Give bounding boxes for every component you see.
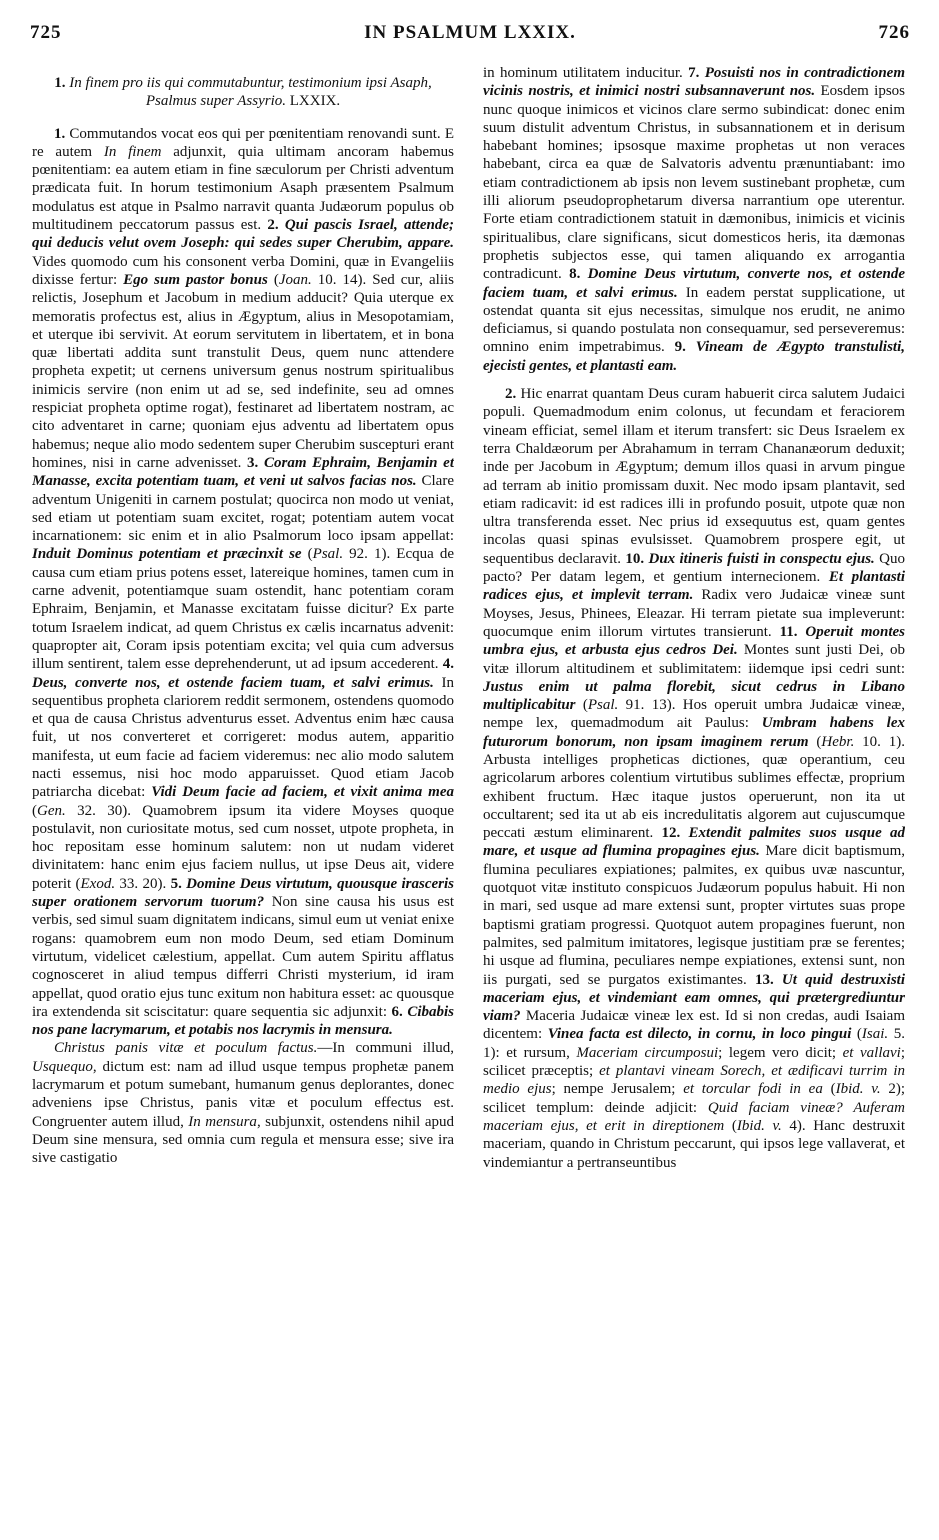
body-text: In eadem perstat supplicatione, ut ostendat quanta sit ejus necessitas, simulque nos erudit, ne animo deficiamus, si quando postulata non consequamur, sed perseveremus: omnino enim impetrabimus. <box>483 284 905 356</box>
body-text: ( <box>32 802 37 819</box>
verse-number: 8. <box>569 266 581 283</box>
verse-number: 7. <box>688 65 700 81</box>
body-text: Vides quomodo cum his consonent verba Domini, quæ in Evangeliis dixisse fertur: <box>32 253 454 288</box>
scripture-quote: Vineam de Ægypto transtulisti, ejecisti gentes, et plantasti eam. <box>483 339 905 374</box>
body-text: ( <box>822 1081 836 1098</box>
body-text: In sequentibus propheta clariorem reddit sermonem, ostendens quomodo et qua de causa Christus adventurus esset. Adventus enim hæc causa fuit, ut nos converteret et corrigeret: modus autem, apparitio manifesta, ut eum facie ad faciem videremus: nec alio modo salutem nacti essemus, nisi hoc modo apparuisset. Quod etiam Jacob patriarcha dicebat: <box>32 674 454 801</box>
body-text: 92. 1). Ecqua de causa cum etiam prius potens esset, latereique homines, tamen cum in carne advenit, potentiamque suam ostendit, hanc potentiam coram Ephraim, Benjamin, et Manasse excitatam fuisse dicitur? Ex parte totum Israelem indicat, ad quem Christus ex cælis incarnatus advenit: quapropter ait, Coram ipsis potentiam excita; vel quia cum adversus illum sentirent, talem esse deprehenderunt, ut ad ipsum accederent. <box>32 546 454 673</box>
body-text: 91. 13). Hos operuit umbra Judaicæ vineæ, nempe lex, quemadmodum ait Paulus: <box>483 697 905 732</box>
body-text: ; legem vero dicit; <box>718 1044 843 1061</box>
page-header <box>30 22 910 52</box>
body-text: ( <box>724 1117 737 1134</box>
italic-text: Joan. <box>278 271 312 288</box>
scripture-quote: Operuit montes umbra ejus, et arbusta ejus cedros Dei. <box>483 623 905 659</box>
body-text: —In communi illud, <box>317 1040 454 1057</box>
scripture-quote: Dux itineris fuisti in conspectu ejus. <box>644 550 875 567</box>
verse-number: 6. <box>391 1003 403 1020</box>
body-text: adjunxit, quia ultimam ancoram habemus pœnitentiam: ea autem etiam in fine sæculorum per Christi adventum prædicata fuit. In horum testimonium Asaph præsentem Psalmum modulatus est atque in Psalmo narravit quanta Judæorum populus ob multitudinem peccatorum passus est. <box>32 143 454 234</box>
page-number-left: 725 <box>30 22 62 43</box>
scripture-quote: Cibabis nos pane lacrymarum, et potabis nos lacrymis in mensura. <box>32 1003 454 1039</box>
body-text: Montes sunt justi Dei, ob vitæ illorum altitudinem et sublimitatem: iidemque ipsi cedri sunt: <box>483 642 905 677</box>
italic-text: Psal. <box>587 697 619 714</box>
body-text: Quo pacto? Per datam legem, et gentium internecionem. <box>483 550 905 586</box>
scripture-quote: Domine Deus virtutum, converte nos, et ostende faciem tuam, et salvi erimus. <box>483 266 905 301</box>
verse-number: 13. <box>754 971 774 988</box>
body-text: in hominum utilitatem inducitur. <box>483 65 689 81</box>
right-column <box>483 64 905 1534</box>
page-number-right: 726 <box>878 22 910 43</box>
scripture-quote: Umbram habens lex futurorum bonorum, non ipsam imaginem rerum <box>483 715 905 750</box>
italic-text: Exod. <box>80 875 116 892</box>
verse-number: 10. <box>625 550 645 567</box>
scripture-quote: Qui pascis Israel, attende; qui deducis velut ovem Joseph: qui sedes super Cherubim, appare. <box>32 217 454 252</box>
italic-text: Maceriam circumposui <box>576 1044 719 1061</box>
body-text: , subjunxit, ostendens nihil apud Deum sine mensura, sed omnia cum regula et mensura esse; sive ira sive castigatio <box>32 1113 454 1167</box>
italic-text: et vallavi <box>842 1044 901 1061</box>
italic-text: Ibid. v. <box>835 1081 881 1098</box>
body-text: 32. 30). Quamobrem ipsum ita videre Moyses quoque postulavit, non curiositate motus, sed cum nosset, utpote propheta, in hoc repositam esse hominum salutem: non ut nudam videret divinitatem: hanc enim ejus faciem nullus, ut ipse Deus ait, videre poterit ( <box>32 802 454 892</box>
psalm-title-number: 1. <box>54 75 66 91</box>
body-text: Eosdem ipsos nunc quoque inimicos et vicinos clare sermo subindicat: donec enim suum distulit adventum Christus, in subsannationem et in derisum habebant homines; ipsosque maxime prophetas ut non veraces habebant, circa ea quæ de Salvatoris adventu prænuntiabant: imo etiam contradictionem ab ipsis non levem sustinebant prophetæ, cum illi aliorum pseudoprophetarum diversa narrantium ope uterentur. Forte etiam contradictionem statuit in dæmonibus, inimicis et vicinis spiritualibus, clare significans, sicut domesticos heris, ita dæmonas prophetis subjectos esse, qui tamen aliquando ex arrogantia contradicunt. <box>483 83 905 283</box>
scripture-quote: Extendit palmites suos usque ad mare, et usque ad flumina propagines ejus. <box>483 825 905 860</box>
scripture-quote: Et plantasti radices ejus, et implevit terram. <box>483 569 905 604</box>
italic-text: Hebr. <box>821 733 855 750</box>
italic-text: Isai. <box>861 1026 889 1043</box>
body-text: Hic enarrat quantam Deus curam habuerit circa salutem Judaici populi. Quemadmodum enim colonus, ut fecundam et feraciorem vineam efficiat, semel illam et iterum transfert: sic Deus Israelem ex terra Chaldæorum per Abrahamum in terram Chananæorum deduxit; inde per Jacobum in Ægyptum; demum illos quasi in arvum pingue ad terram ab initio promissam duxit. Nec modo ipsam plantavit, sed etiam radicavit: id est radices illi in profundo posuit, utpote quæ non ultra transferenda esset. Nec prius id exsequutus est, quam gentes incolas quasi spinas evulsisset. Quamobrem prospere egit, ut sequentibus declaravit. <box>483 386 905 567</box>
verse-number: 9. <box>674 339 686 356</box>
verse-number: 2. <box>505 386 517 403</box>
scripture-quote: Vinea facta est dilecto, in cornu, in loco pingui <box>547 1026 852 1043</box>
body-text: Non sine causa his usus est verbis, sed simul suam dignitatem indicans, simul eum ut veniat enixe rogans: quamobrem eum non modo Deum, sed etiam Dominum virtutum, videlicet cælestium, appellat. Cum autem Spiritu afflatus cognosceret in aliud tempus differri Christi mysterium, id iram appellat, quod oratio ejus tunc exitum non habitura esset: ac quousque ira extendenda sit sciscitatur: quare sequentia sic adjunxit: <box>32 894 454 1020</box>
italic-text: et plantavi vineam Sorech, et ædificavi turrim in medio ejus <box>483 1063 905 1098</box>
italic-text: Quid faciam vineæ? Auferam maceriam ejus, et erit in direptionem <box>483 1099 905 1134</box>
verse-number: 4. <box>442 656 454 673</box>
commentary-paragraph <box>32 1039 454 1167</box>
italic-text: Psal. <box>312 546 344 563</box>
italic-text: In mensura <box>188 1113 257 1130</box>
body-text: Commutandos vocat eos qui per pœnitentiam renovandi sunt. E re autem <box>32 125 454 160</box>
body-text: Mare dicit baptismum, flumina peculiares expiationes; palmites, ex quibus uvæ nascuntur, quotquot vitæ instituto conspicuos Judæorum populus habuit. Hi non in mari, sed usque ad mare extensi sunt, propter virtutes suas prope baptismi gratiam progressi. Quotquot autem propagines fuerunt, non palmites, sed palmitum imitatores, legisque justitiam præ se ferentes; hi usque ad flumina, peculiares nempe expiationes, extensi sunt, non iis purgati, sed se purgatos existimantes. <box>483 843 905 988</box>
body-text: ; scilicet præceptis; <box>483 1044 905 1080</box>
scripture-quote: Coram Ephraim, Benjamin et Manasse, excita potentiam tuam, et veni ut salvos facias nos. <box>32 454 454 490</box>
verse-number: 2. <box>267 217 279 234</box>
body-text: Clare adventum Unigeniti in carnem postulat; quocirca non modo ut veniat, sed etiam ut potentiam suam excitet, rogat; potentiam autem vocat incarnationem: sic enim et in alio Psalmorum loco ipsam appellat: <box>32 473 454 545</box>
body-text: ; nempe Jerusalem; <box>551 1081 684 1098</box>
italic-text: et torcular fodi in ea <box>683 1081 823 1098</box>
body-text: , dictum est: nam ad illud usque tempus prophetæ panem lacrymarum et potum sumebant, humanum genus deplorantes, donec adveniens ipse Christus, panis vitæ et poculum effectus est. Congruenter autem illud, <box>32 1058 454 1130</box>
verse-number: 1. <box>54 125 66 142</box>
italic-text: Christus panis vitæ et poculum factus. <box>54 1040 318 1057</box>
body-text: Maceria Judaicæ vineæ lex est. Id si non credas, audi Isaiam dicentem: <box>483 1008 905 1043</box>
verse-number: 11. <box>779 623 798 640</box>
commentary-paragraph <box>32 125 454 1040</box>
left-column <box>32 64 454 1534</box>
body-text: ( <box>301 546 313 563</box>
body-text: 10. 14). Sed cur, aliis relictis, Josephum et Jacobum in medium adducit? Quia uterque ex memoratis profectus est, alius in Ægyptum, alius in Mesopotamiam, et uterque ibi servivit. At eorum servitutem in libertatem, et in bona quæ libertati addita sunt transtulit Deus, quem nunc attendere propheta expetit; ut cernens universum genus nostrum spiritualibus inimicis servire (non enim ut ad se, sed indefinite, seu ad omnes respiciat propheta optime rogat), festinaret ad libertatem nostram, ac cito adventaret in carne; quoniam ejus adventu ad libertatem opus habemus; neque alio modo sedentem super Cherubim suscepturi erant homines, nisi in carne advenisset. <box>32 271 454 471</box>
verse-number: 12. <box>661 825 681 842</box>
scripture-quote: Justus enim ut palma florebit, sicut cedrus in Libano multiplicabitur <box>483 678 905 714</box>
body-text: 5. 1): et rursum, <box>483 1026 905 1061</box>
verse-number: 5. <box>170 875 182 892</box>
psalm-title <box>32 74 454 111</box>
body-text: 4). Hanc destruxit maceriam, quando in Christum peccarunt, qui ipsos lege vallaverat, et vindemiantur a pertranseuntibus <box>483 1117 905 1171</box>
italic-text: Usquequo <box>32 1058 93 1075</box>
scripture-quote: Deus, converte nos, et ostende faciem tuam, et salvi erimus. <box>32 674 434 691</box>
scripture-quote: Posuisti nos in contradictionem vicinis nostris, et inimici nostri subsannaverunt nos. <box>483 65 905 100</box>
body-text: 2); scilicet templum: deinde adjicit: <box>483 1081 905 1116</box>
body-text: 33. 20). <box>115 875 171 892</box>
commentary-paragraph <box>483 64 905 375</box>
running-title: IN PSALMUM LXXIX. <box>364 22 576 43</box>
italic-text: Ibid. v. <box>736 1117 782 1134</box>
body-text: ( <box>808 733 822 750</box>
body-text: 10. 1). Arbusta intelliges propheticas dictiones, quæ operantium, ceu agricolarum arbores colentium virtutibus sublimes effectæ, proprium exhibent fructum. Hæc itaque justos operuerunt, non ita ut occultarent; sed ita ut ab eis incredulitatis algorem aut cujuscumque peccati æstum eliminarent. <box>483 733 905 842</box>
scripture-quote: Vidi Deum facie ad faciem, et vixit anima mea <box>151 784 454 801</box>
italic-text: In finem <box>103 143 162 160</box>
psalm-title-text: In finem pro iis qui commutabuntur, testimonium ipsi Asaph, Psalmus super Assyrio. <box>69 75 432 110</box>
body-text: ( <box>267 271 279 288</box>
body-text: Radix vero Judaicæ vineæ sunt Moyses, Jesus, Phinees, Eleazar. Hi terram pietate sua impleverunt: quocumque enim illorum virtutes transierunt. <box>483 587 905 640</box>
italic-text: Gen. <box>37 802 66 819</box>
psalm-title-roman: LXXIX. <box>289 93 341 110</box>
body-text: ( <box>575 697 588 714</box>
verse-number: 3. <box>247 454 259 471</box>
scripture-quote: Induit Dominus potentiam et præcinxit se <box>32 546 302 563</box>
scripture-quote: Ut quid destruxisti maceriam ejus, et vindemiant eam omnes, qui prætergrediuntur viam? <box>483 971 905 1025</box>
commentary-paragraph <box>483 385 905 1172</box>
scripture-quote: Domine Deus virtutum, quousque irasceris super orationem servorum tuorum? <box>32 875 454 911</box>
scripture-quote: Ego sum pastor bonus <box>123 271 268 288</box>
body-text: ( <box>851 1026 862 1043</box>
